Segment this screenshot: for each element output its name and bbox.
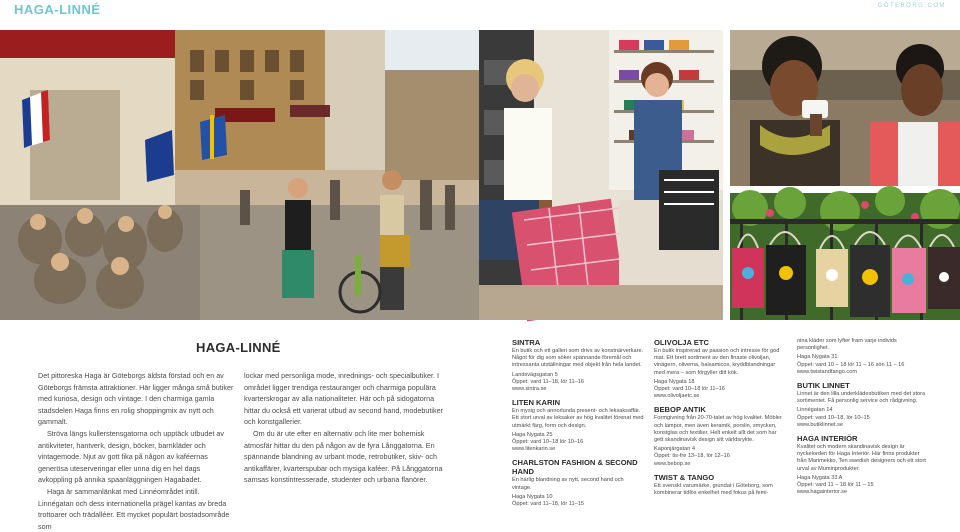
shop-description: Formgivning från 20-70-talet av hög kvalitet. Möbler och lampor, men även keramik, porslin, smycken, konstglas och textilier. Helt enkelt allt det som har gett skandinavisk design sitt världsrykte. xyxy=(654,415,782,444)
shop-entry-sintra xyxy=(512,338,644,393)
shop-name: HAGA INTERIÖR xyxy=(797,434,858,444)
shop-address: Haga Nygata 31 xyxy=(797,354,838,361)
shop-hours: Öppet: vard 11–18, lör 11–16 xyxy=(512,378,584,385)
shop-directory-column-2 xyxy=(654,338,784,502)
shop-website-link[interactable]: www.bebop.se xyxy=(654,460,691,467)
shop-directory-column-1 xyxy=(512,338,644,513)
shop-description: Kvalitet och modern skandinavisk design är nyckelorden för Haga Interiör. Här finns produkter från Marimekko, Ten swedish designers och ett stort urval av Muminprodukter. xyxy=(797,444,926,472)
shop-name: OLIVOLJA ETC xyxy=(654,338,709,347)
shop-website-link[interactable]: www.olivoljaetc.se xyxy=(654,393,700,400)
shop-name: SINTRA xyxy=(512,338,541,347)
clothing-shop-illustration xyxy=(479,30,723,320)
shop-description: En butik inspirerad av passion och intresse för god mat. Ett brett sortiment av den finaste olivoljan, vinägern, oliverna, balsamicos, kryddblandningar med mera – som förgyller ditt kök. xyxy=(654,348,780,376)
shop-website-link[interactable]: www.litenkarin.se xyxy=(512,446,556,453)
couple-coffee-illustration xyxy=(730,30,960,186)
shop-hours: Öppet: vard 10–18 lör 10–16 xyxy=(512,439,584,446)
street-cafe-photo xyxy=(0,30,479,320)
shop-directory-column-3 xyxy=(797,338,927,501)
shop-description: Ett svenskt varumärke, grundat i Göteborg, som kombinerar tidlös enkelhet med fokus på femi- xyxy=(654,482,773,497)
shop-entry-olivolja xyxy=(654,338,784,400)
article-paragraph: lockar med personliga mode, inrednings- och specialbutiker. I området ligger trendiga restauranger och charmiga populära kvarterskrogar av alla nationaliteter. Här och på sidogatorna hittar du också ett varierat utbud av second hand, modebutiker och konstgallerier. xyxy=(244,371,443,427)
shop-address: Linnégatan 14 xyxy=(797,407,833,414)
shop-entry-charlston xyxy=(512,458,644,508)
tote-bags-illustration xyxy=(730,193,960,320)
clothing-shop-photo xyxy=(479,30,723,320)
shop-name: BUTIK LINNET xyxy=(797,381,850,391)
shop-description: Linnet är den lilla underklädesbutiken med det stora sortimentet. Få personlig service och rådgivning. xyxy=(797,391,926,405)
shop-hours: Öppet: vard 10–18, lör 10–15 xyxy=(797,414,870,421)
shop-name: LITEN KARIN xyxy=(512,398,561,408)
shop-website-link[interactable]: www.sintra.se xyxy=(512,386,547,393)
couple-coffee-photo xyxy=(730,30,960,186)
article-column-1 xyxy=(38,370,234,532)
shop-address: Haga Nygata 10 xyxy=(512,493,553,500)
shop-address: Landsvägsgatan 5 xyxy=(512,371,558,378)
page-header-title: HAGA-LINNÉ xyxy=(14,2,101,17)
shop-address: Haga Nygata 33 A xyxy=(797,474,843,481)
shop-website-link[interactable]: www.twistandtango.com xyxy=(797,368,858,375)
article-column-2 xyxy=(244,370,444,486)
article-paragraph: Om du är ute efter en alternativ och lite mer bohemisk atmosfär hittar du den på någon av de fyra Långgatorna. En spännande blandning av urbant mode, retrobutiker, skiv- och antikaffärer, kvarterspubar och mysiga kaféer. På Långgatorna samsas konstintresserade, studenter och urbana flanörer. xyxy=(244,428,443,485)
shop-hours: Öppet: vard 11–18, lör 11–15 xyxy=(512,501,584,508)
shop-entry-haga-interior xyxy=(797,434,927,496)
shop-hours: Öppet: vard 10 – 18 lör 11 – 16 sön 11 – 16 xyxy=(797,361,905,368)
article-paragraph: Haga är sammanlänkat med Linnéområdet intill. Linnégatan och dess internationella prägel kantas av breda trottoarer och trädalléer. Ett mycket populärt bostadsområde som xyxy=(38,486,230,531)
shop-address: Kaponjärgatan 4 xyxy=(654,446,696,453)
street-cafe-illustration xyxy=(0,30,479,320)
shop-website-link[interactable]: www.butiklinnet.se xyxy=(797,421,844,428)
brand-url: GÖTEBORG.COM xyxy=(877,3,946,9)
shop-entry-bebop-antik xyxy=(654,405,784,467)
shop-hours: Öppet: vard 10–18 lör 11–16 xyxy=(654,386,725,393)
tote-bags-photo xyxy=(730,193,960,320)
shop-entry-twist-tango-continued xyxy=(797,338,927,376)
shop-entry-liten-karin xyxy=(512,398,644,453)
shop-description: En härlig blandning av nytt, second hand och vintage. xyxy=(512,477,624,491)
shop-name: BEBOP ANTIK xyxy=(654,405,706,415)
article-paragraph: Ströva längs kullerstensgatorna och upptäck utbudet av antikviteter, hantverk, design, böcker, barnkläder och vintagemode. Njut av gott fika på någon av kaféernas generösa uteserveringar eller unna dig en hel dags avkoppling på annika spaanläggningen Hagabadet. xyxy=(38,428,225,485)
shop-address: Haga Nygata 18 xyxy=(654,378,695,385)
shop-name: CHARLSTON FASHION & SECOND HAND xyxy=(512,458,638,477)
shop-description: En butik och ett galleri som drivs av konstnärverkare. Något för dig som söker spännande föremål och intressanta utställningar med objekt från hela landet. xyxy=(512,348,644,369)
shop-entry-twist-tango xyxy=(654,473,784,497)
shop-name: TWIST & TANGO xyxy=(654,472,715,482)
shop-hours: Öppet: tis-fre 13–18, lör 12–16 xyxy=(654,453,730,460)
shop-entry-butik-linnet xyxy=(797,381,927,429)
shop-description: En mysig och annorlunda present- och leksaksaffär. Ett stort urval av leksaker av hög kvalitet förenat med utmärkt färg, form och design. xyxy=(512,408,644,429)
shop-address: Haga Nygata 25 xyxy=(512,431,553,438)
shop-description: nina kläder som lyfter fram varje individs personlighet. xyxy=(797,338,897,352)
article-paragraph: Det pittoreska Haga är Göteborgs äldsta förstad och en av Göteborgs främsta attraktioner. Här ligger många små butiker med kuriosa, design och vintage. I den charmiga gamla stadsdelen Haga finns en rolig shoppingmix av nytt och gammalt. xyxy=(38,371,234,427)
shop-website-link[interactable]: www.hagainterior.se xyxy=(797,489,848,496)
article-title: HAGA-LINNÉ xyxy=(196,340,281,355)
shop-hours: Öppet: vard 11 – 18 lör 11 – 15 xyxy=(797,482,874,489)
